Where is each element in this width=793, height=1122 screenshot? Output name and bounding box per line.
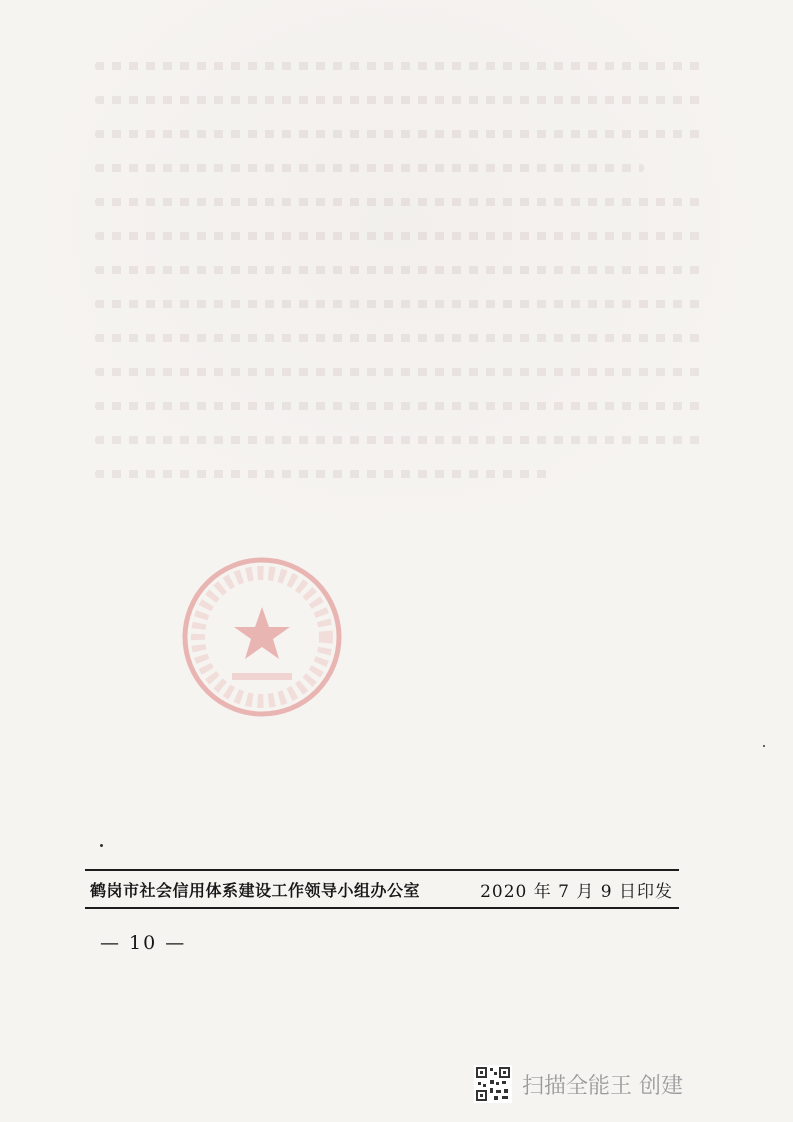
faded-text-line — [95, 266, 705, 274]
faded-body-text — [95, 62, 705, 504]
faded-text-line — [95, 96, 705, 104]
page-number: — 10 — — [100, 932, 187, 954]
scan-speck — [100, 844, 103, 847]
qr-code-icon — [474, 1065, 512, 1103]
scanner-watermark-text: 扫描全能王 创建 — [522, 1073, 683, 1099]
faded-text-line — [95, 198, 705, 206]
scanner-watermark — [474, 1064, 683, 1104]
faded-text-line — [95, 334, 705, 342]
official-seal — [180, 555, 345, 720]
faded-text-line — [95, 436, 705, 444]
faded-text-line — [95, 300, 705, 308]
faded-text-line — [95, 130, 705, 138]
faded-text-line — [95, 232, 705, 240]
faded-text-line — [95, 368, 705, 376]
seal-star-icon — [234, 607, 290, 659]
faded-text-line — [95, 164, 644, 172]
scan-speck — [763, 745, 765, 747]
faded-text-line — [95, 62, 705, 70]
colophon-bar — [85, 869, 679, 909]
issue-date: 2020 年 7 月 9 日印发 — [480, 881, 673, 902]
issuing-organization: 鹤岗市社会信用体系建设工作领导小组办公室 — [90, 880, 421, 900]
faded-text-line — [95, 470, 553, 478]
faded-text-line — [95, 402, 705, 410]
